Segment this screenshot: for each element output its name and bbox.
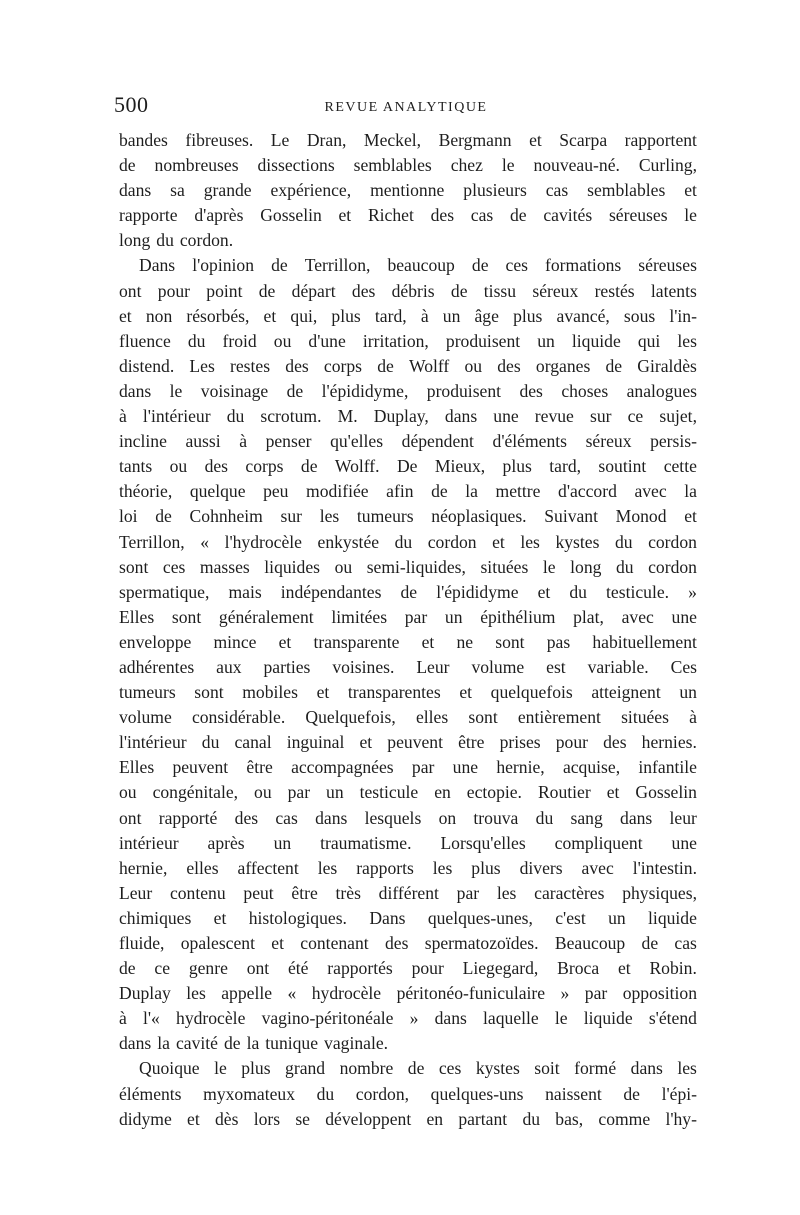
running-title: REVUE ANALYTIQUE xyxy=(324,100,488,115)
text-line: à l'« hydrocèle vagino-péritonéale » dans laquelle le liquide s'étend xyxy=(119,1008,697,1029)
text-line: Dans l'opinion de Terrillon, beaucoup de ces formations séreuses xyxy=(139,255,697,276)
text-line: Terrillon, « l'hydrocèle enkystée du cordon et les kystes du cordon xyxy=(119,531,697,552)
text-line: hernie, elles affectent les rapports les plus divers avec l'intestin. xyxy=(119,857,697,878)
text-line: rapporte d'après Gosselin et Richet des cas de cavités séreuses le xyxy=(119,205,697,226)
text-line: intérieur après un traumatisme. Lorsqu'elles compliquent une xyxy=(119,832,697,853)
text-line: ou congénitale, ou par un testicule en ectopie. Routier et Gosselin xyxy=(119,782,697,803)
text-line: spermatique, mais indépendantes de l'épididyme et du testicule. » xyxy=(119,581,697,602)
page-number: 500 xyxy=(114,92,149,117)
text-line: éléments myxomateux du cordon, quelques-uns naissent de l'épi- xyxy=(119,1083,697,1104)
text-line: chimiques et histologiques. Dans quelques-unes, c'est un liquide xyxy=(119,907,697,928)
text-line: Duplay les appelle « hydrocèle péritonéo-funiculaire » par opposition xyxy=(119,983,697,1004)
text-line: théorie, quelque peu modifiée afin de la mettre d'accord avec la xyxy=(119,481,697,502)
text-line: de nombreuses dissections semblables chez le nouveau-né. Curling, xyxy=(119,155,697,176)
text-line: fluide, opalescent et contenant des spermatozoïdes. Beaucoup de cas xyxy=(119,933,697,953)
text-line: bandes fibreuses. Le Dran, Meckel, Bergmann et Scarpa rapportent xyxy=(119,130,697,150)
text-line: Elles sont généralement limitées par un épithélium plat, avec une xyxy=(119,606,697,627)
text-line: de ce genre ont été rapportés pour Liegegard, Broca et Robin. xyxy=(119,958,697,979)
text-line: tumeurs sont mobiles et transparentes et quelquefois atteignent un xyxy=(119,682,697,703)
body-text xyxy=(119,128,697,1132)
text-line: dans la cavité de la tunique vaginale. xyxy=(119,1033,389,1054)
text-line: ont rapporté des cas dans lesquels on trouva du sang dans leur xyxy=(119,807,697,828)
text-line: didyme et dès lors se développent en partant du bas, comme l'hy- xyxy=(119,1108,697,1129)
text-line: dans sa grande expérience, mentionne plusieurs cas semblables et xyxy=(119,180,697,201)
text-line: Leur contenu peut être très différent par les caractères physiques, xyxy=(119,882,697,903)
text-line: l'intérieur du canal inguinal et peuvent être prises pour des hernies. xyxy=(119,732,697,753)
text-line: loi de Cohnheim sur les tumeurs néoplasiques. Suivant Monod et xyxy=(119,506,697,527)
page-header xyxy=(114,92,698,128)
text-line: incline aussi à penser qu'elles dépendent d'éléments séreux persis- xyxy=(119,431,697,452)
text-line: adhérentes aux parties voisines. Leur volume est variable. Ces xyxy=(119,656,697,677)
text-line: ont pour point de départ des débris de tissu séreux restés latents xyxy=(119,280,697,301)
text-line: Elles peuvent être accompagnées par une hernie, acquise, infantile xyxy=(119,757,697,778)
text-line: distend. Les restes des corps de Wolff ou des organes de Giraldès xyxy=(119,355,697,376)
text-line: tants ou des corps de Wolff. De Mieux, plus tard, soutint cette xyxy=(119,456,697,477)
text-line: fluence du froid ou d'une irritation, produisent un liquide qui les xyxy=(119,330,697,351)
text-line: et non résorbés, et qui, plus tard, à un âge plus avancé, sous l'in- xyxy=(119,305,697,326)
text-line: à l'intérieur du scrotum. M. Duplay, dans une revue sur ce sujet, xyxy=(119,406,697,427)
text-line: volume considérable. Quelquefois, elles sont entièrement situées à xyxy=(119,707,697,728)
text-line: sont ces masses liquides ou semi-liquides, situées le long du cordon xyxy=(119,556,697,577)
text-line: enveloppe mince et transparente et ne sont pas habituellement xyxy=(119,631,697,652)
text-line: long du cordon. xyxy=(119,230,234,251)
text-line: dans le voisinage de l'épididyme, produisent des choses analogues xyxy=(119,380,697,401)
text-line: Quoique le plus grand nombre de ces kystes soit formé dans les xyxy=(139,1058,697,1079)
